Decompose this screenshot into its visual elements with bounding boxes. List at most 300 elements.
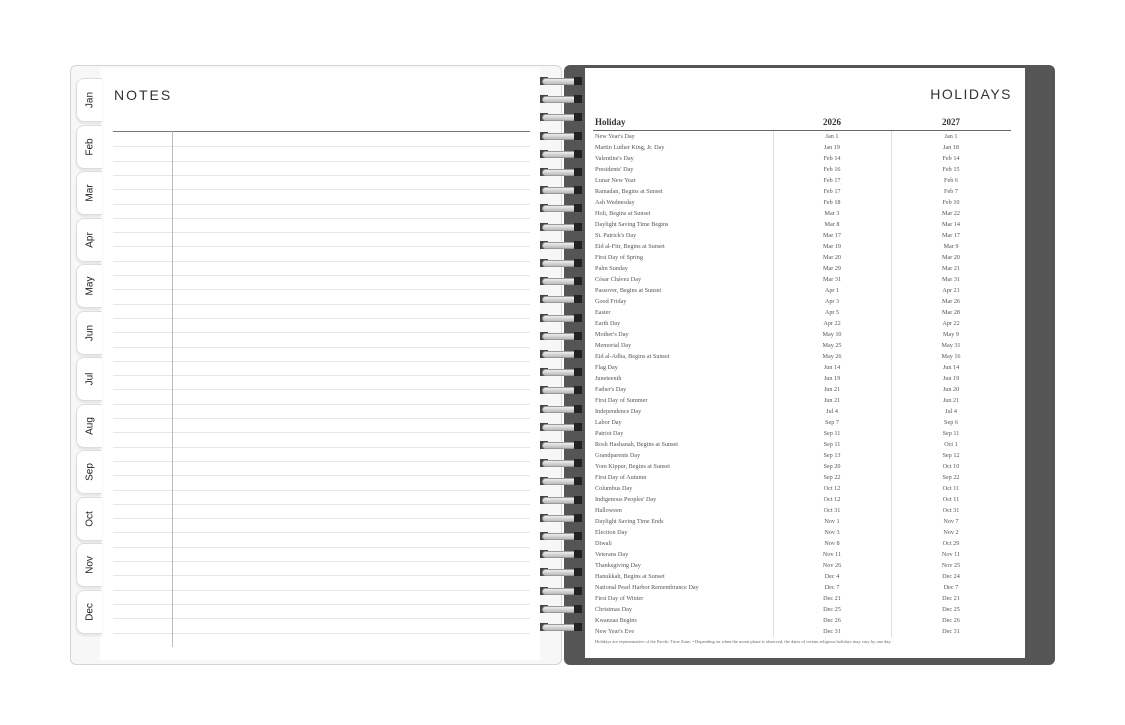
date-2027: Nov 11 (941, 551, 961, 558)
date-2027: Jun 20 (942, 386, 960, 393)
date-2026: Oct 12 (823, 496, 841, 503)
date-2027: Feb 10 (942, 199, 960, 206)
tab-label: Aug (84, 416, 95, 435)
holiday-name: Patriot Day (595, 430, 624, 437)
holiday-name: Easter (595, 309, 611, 316)
date-2026: Jun 21 (823, 386, 841, 393)
table-row (593, 340, 1011, 351)
date-2026: Apr 3 (824, 298, 840, 305)
ruled-line (113, 375, 530, 376)
date-2026: Jan 19 (824, 144, 840, 151)
binding-hole (574, 441, 582, 449)
holiday-name: Eid al-Adha, Begins at Sunset (595, 353, 670, 360)
header-2027: 2027 (942, 117, 960, 127)
ruled-line (113, 475, 530, 476)
table-row (593, 483, 1011, 494)
date-2027: Jun 21 (942, 397, 960, 404)
table-row (593, 560, 1011, 571)
spiral-ring (538, 586, 586, 596)
tab-jul[interactable] (76, 357, 102, 401)
binding-hole (574, 568, 582, 576)
date-2026: Apr 5 (824, 309, 840, 316)
date-2026: Dec 26 (823, 617, 841, 624)
binding-hole (574, 113, 582, 121)
ruled-line (113, 332, 530, 333)
tab-label: Feb (84, 137, 95, 156)
spiral-ring (538, 94, 586, 104)
date-2027: Dec 7 (943, 584, 959, 591)
date-2027: Oct 11 (942, 485, 960, 492)
date-2027: Oct 1 (944, 441, 958, 448)
date-2026: Oct 31 (823, 507, 841, 514)
ruled-line (113, 218, 530, 219)
ruled-line (113, 318, 530, 319)
table-row (593, 615, 1011, 626)
holiday-name: Ramadan, Begins at Sunset (595, 188, 663, 195)
table-row (593, 241, 1011, 252)
table-row (593, 219, 1011, 230)
table-row (593, 593, 1011, 604)
spiral-ring (538, 458, 586, 468)
notes-margin-divider (172, 131, 173, 647)
month-tabs (76, 70, 102, 660)
spiral-ring (538, 149, 586, 159)
tab-sep[interactable] (76, 450, 102, 494)
binding-hole (574, 405, 582, 413)
table-row (593, 494, 1011, 505)
table-row (593, 582, 1011, 593)
date-2026: Apr 1 (824, 287, 840, 294)
tab-label: Apr (84, 231, 95, 248)
date-2026: Sep 22 (823, 474, 841, 481)
ruled-line (113, 618, 530, 619)
date-2026: Sep 11 (823, 441, 841, 448)
spiral-ring (538, 531, 586, 541)
date-2026: Nov 11 (822, 551, 842, 558)
ruled-line (113, 175, 530, 176)
tab-label: May (84, 276, 95, 296)
date-2027: Feb 15 (942, 166, 960, 173)
date-2026: May 10 (822, 331, 842, 338)
binding-hole (574, 168, 582, 176)
date-2027: Mar 14 (941, 221, 961, 228)
date-2027: Mar 22 (941, 210, 961, 217)
ruled-line (113, 347, 530, 348)
binding-hole (574, 241, 582, 249)
date-2026: Mar 3 (824, 210, 840, 217)
holidays-table (593, 117, 1011, 637)
date-2027: Apr 22 (942, 320, 960, 327)
holiday-name: New Year's Day (595, 133, 635, 140)
holiday-name: Labor Day (595, 419, 622, 426)
date-2026: Feb 17 (823, 188, 841, 195)
date-2027: Dec 21 (942, 595, 960, 602)
holiday-name: Diwali (595, 540, 612, 547)
table-row (593, 439, 1011, 450)
holiday-name: Indigenous Peoples' Day (595, 496, 657, 503)
holiday-name: Hanukkah, Begins at Sunset (595, 573, 665, 580)
spiral-ring (538, 495, 586, 505)
date-2027: Nov 25 (941, 562, 961, 569)
holiday-name: Memorial Day (595, 342, 632, 349)
date-2027: May 16 (941, 353, 961, 360)
holidays-page (585, 68, 1025, 658)
date-2027: Feb 14 (942, 155, 960, 162)
date-2027: Dec 24 (942, 573, 960, 580)
spiral-ring (538, 222, 586, 232)
table-row (593, 186, 1011, 197)
date-2027: Oct 29 (942, 540, 960, 547)
date-2026: Feb 18 (823, 199, 841, 206)
date-2027: Feb 6 (944, 177, 958, 184)
date-2026: Feb 16 (823, 166, 841, 173)
holiday-name: Veterans Day (595, 551, 629, 558)
date-2026: Mar 20 (822, 254, 842, 261)
table-row (593, 208, 1011, 219)
table-row (593, 406, 1011, 417)
binding-hole (574, 623, 582, 631)
table-row (593, 296, 1011, 307)
date-2027: Mar 20 (941, 254, 961, 261)
table-row (593, 604, 1011, 615)
date-2027: Apr 21 (942, 287, 960, 294)
header-holiday: Holiday (595, 117, 626, 127)
ruled-line (113, 261, 530, 262)
binding-hole (574, 423, 582, 431)
notes-ruled-lines[interactable] (113, 131, 530, 648)
spiral-binding (538, 76, 588, 646)
binding-hole (574, 550, 582, 558)
spiral-ring (538, 258, 586, 268)
date-2026: Dec 4 (824, 573, 840, 580)
ruled-line (113, 275, 530, 276)
header-2026: 2026 (823, 117, 841, 127)
holiday-name: Palm Sunday (595, 265, 628, 272)
date-2026: Mar 19 (822, 243, 842, 250)
table-row (593, 307, 1011, 318)
holiday-name: First Day of Spring (595, 254, 643, 261)
date-2027: Oct 11 (942, 496, 960, 503)
date-2026: Jan 1 (825, 133, 839, 140)
table-row (593, 285, 1011, 296)
ruled-line (113, 232, 530, 233)
table-row (593, 384, 1011, 395)
date-2027: Dec 26 (942, 617, 960, 624)
spiral-ring (538, 622, 586, 632)
table-row (593, 153, 1011, 164)
date-2026: Jun 21 (823, 397, 841, 404)
tab-aug[interactable] (76, 404, 102, 448)
holiday-name: Father's Day (595, 386, 627, 393)
date-2027: Oct 31 (942, 507, 960, 514)
date-2026: Sep 11 (823, 430, 841, 437)
date-2026: Mar 29 (822, 265, 842, 272)
spiral-ring (538, 367, 586, 377)
spiral-ring (538, 167, 586, 177)
date-2027: Jun 14 (942, 364, 960, 371)
ruled-line (113, 447, 530, 448)
tab-mar[interactable] (76, 171, 102, 215)
binding-hole (574, 532, 582, 540)
date-2026: Mar 31 (822, 276, 842, 283)
ruled-line (113, 189, 530, 190)
ruled-line (113, 289, 530, 290)
table-row (593, 164, 1011, 175)
binding-hole (574, 77, 582, 85)
date-2026: May 25 (822, 342, 842, 349)
table-row (593, 516, 1011, 527)
spiral-ring (538, 294, 586, 304)
date-2027: Sep 12 (942, 452, 960, 459)
binding-hole (574, 150, 582, 158)
holiday-name: Lunar New Year (595, 177, 636, 184)
ruled-line (113, 461, 530, 462)
date-2027: Nov 2 (943, 529, 959, 536)
holiday-name: Juneteenth (595, 375, 622, 382)
tab-nov[interactable] (76, 543, 102, 587)
binding-hole (574, 132, 582, 140)
spiral-ring (538, 276, 586, 286)
holiday-name: Mother's Day (595, 331, 629, 338)
holiday-name: Martin Luther King, Jr. Day (595, 144, 665, 151)
tab-label: Mar (84, 184, 95, 202)
spiral-ring (538, 112, 586, 122)
date-2027: Sep 6 (944, 419, 958, 426)
holiday-name: Christmas Day (595, 606, 632, 613)
spiral-ring (538, 604, 586, 614)
ruled-line (113, 532, 530, 533)
holiday-name: National Pearl Harbor Remembrance Day (595, 584, 699, 591)
binding-hole (574, 350, 582, 358)
holiday-name: Daylight Saving Time Begins (595, 221, 669, 228)
ruled-line (113, 389, 530, 390)
spiral-ring (538, 185, 586, 195)
table-header (593, 117, 1011, 131)
ruled-line (113, 204, 530, 205)
tab-oct[interactable] (76, 497, 102, 541)
ruled-line (113, 490, 530, 491)
tab-label: Jul (84, 372, 95, 386)
table-row (593, 274, 1011, 285)
table-row (593, 230, 1011, 241)
holiday-name: Passover, Begins at Sunset (595, 287, 662, 294)
holiday-name: César Chávez Day (595, 276, 642, 283)
date-2027: Dec 31 (942, 628, 960, 635)
tab-jan[interactable] (76, 78, 102, 122)
holiday-name: Rosh Hashanah, Begins at Sunset (595, 441, 679, 448)
ruled-line (113, 604, 530, 605)
holiday-name: Yom Kippur, Begins at Sunset (595, 463, 670, 470)
ruled-line (113, 547, 530, 548)
tab-may[interactable] (76, 264, 102, 308)
date-2027: Jun 19 (942, 375, 960, 382)
holiday-name: Halloween (595, 507, 622, 514)
tab-jun[interactable] (76, 311, 102, 355)
date-2026: Mar 17 (822, 232, 842, 239)
table-row (593, 626, 1011, 637)
tab-label: Jan (84, 91, 95, 109)
ruled-line (113, 361, 530, 362)
date-2026: Dec 25 (823, 606, 841, 613)
binding-hole (574, 587, 582, 595)
table-row (593, 329, 1011, 340)
table-row (593, 472, 1011, 483)
spiral-ring (538, 349, 586, 359)
binding-hole (574, 386, 582, 394)
date-2027: Sep 11 (942, 430, 960, 437)
date-2026: May 26 (822, 353, 842, 360)
holiday-name: Presidents' Day (595, 166, 634, 173)
notes-page (100, 68, 540, 660)
holiday-name: Holi, Begins at Sunset (595, 210, 651, 217)
holiday-name: Election Day (595, 529, 628, 536)
table-row (593, 373, 1011, 384)
ruled-line (113, 246, 530, 247)
date-2027: Sep 22 (942, 474, 960, 481)
ruled-line (113, 146, 530, 147)
holiday-name: First Day of Autumn (595, 474, 647, 481)
spiral-ring (538, 203, 586, 213)
binding-hole (574, 477, 582, 485)
date-2026: Jun 19 (823, 375, 841, 382)
tab-feb[interactable] (76, 125, 102, 169)
binding-hole (574, 605, 582, 613)
table-row (593, 505, 1011, 516)
date-2027: Mar 9 (943, 243, 959, 250)
date-2026: Jul 4 (826, 408, 838, 415)
date-2026: Dec 21 (823, 595, 841, 602)
tab-label: Dec (84, 602, 95, 621)
date-2026: Dec 31 (823, 628, 841, 635)
ruled-line (113, 304, 530, 305)
table-row (593, 351, 1011, 362)
holiday-name: Daylight Saving Time Ends (595, 518, 664, 525)
date-2027: Mar 31 (941, 276, 961, 283)
ruled-line (113, 590, 530, 591)
holiday-name: Flag Day (595, 364, 618, 371)
spiral-ring (538, 131, 586, 141)
date-2026: Sep 7 (825, 419, 839, 426)
binding-hole (574, 95, 582, 103)
holiday-name: First Day of Winter (595, 595, 644, 602)
holiday-name: Ash Wednesday (595, 199, 635, 206)
binding-hole (574, 204, 582, 212)
binding-hole (574, 459, 582, 467)
date-2026: Feb 14 (823, 155, 841, 162)
holiday-name: New Year's Eve (595, 628, 635, 635)
holiday-name: Grandparents Day (595, 452, 641, 459)
holiday-name: Columbus Day (595, 485, 633, 492)
date-2027: May 31 (941, 342, 961, 349)
holiday-name: First Day of Summer (595, 397, 648, 404)
tab-label: Jun (84, 324, 95, 341)
spiral-ring (538, 313, 586, 323)
date-2026: Nov 26 (822, 562, 842, 569)
binding-hole (574, 496, 582, 504)
date-2027: Mar 28 (941, 309, 961, 316)
holiday-name: St. Patrick's Day (595, 232, 637, 239)
ruled-line (113, 633, 530, 634)
holiday-name: Eid al-Fitr, Begins at Sunset (595, 243, 665, 250)
spiral-ring (538, 404, 586, 414)
table-row (593, 450, 1011, 461)
date-2027: Nov 7 (943, 518, 959, 525)
binding-hole (574, 186, 582, 194)
date-2026: Mar 8 (824, 221, 840, 228)
ruled-line (113, 561, 530, 562)
spiral-ring (538, 567, 586, 577)
table-row (593, 263, 1011, 274)
table-row (593, 417, 1011, 428)
ruled-line (113, 161, 530, 162)
date-2026: Feb 17 (823, 177, 841, 184)
holiday-name: Independence Day (595, 408, 642, 415)
spiral-ring (538, 513, 586, 523)
tab-apr[interactable] (76, 218, 102, 262)
holiday-name: Valentine's Day (595, 155, 634, 162)
date-2026: Nov 3 (824, 529, 840, 536)
binding-hole (574, 368, 582, 376)
table-row (593, 131, 1011, 142)
tab-dec[interactable] (76, 590, 102, 634)
notes-title: NOTES (114, 87, 173, 103)
binding-hole (574, 259, 582, 267)
date-2026: Nov 8 (824, 540, 840, 547)
tab-label: Oct (84, 510, 95, 527)
date-2027: Mar 26 (941, 298, 961, 305)
date-2026: Apr 22 (823, 320, 841, 327)
table-row (593, 318, 1011, 329)
ruled-line (113, 404, 530, 405)
ruled-line (113, 504, 530, 505)
ruled-line (113, 518, 530, 519)
binding-hole (574, 314, 582, 322)
table-row (593, 538, 1011, 549)
spiral-ring (538, 549, 586, 559)
table-row (593, 197, 1011, 208)
date-2026: Sep 13 (823, 452, 841, 459)
tab-label: Nov (84, 556, 95, 574)
table-row (593, 461, 1011, 472)
table-row (593, 142, 1011, 153)
table-row (593, 175, 1011, 186)
spiral-ring (538, 331, 586, 341)
table-row (593, 252, 1011, 263)
holidays-title: HOLIDAYS (930, 86, 1012, 102)
date-2027: Oct 10 (942, 463, 960, 470)
tab-label: Sep (84, 463, 95, 481)
ruled-line (113, 418, 530, 419)
table-row (593, 549, 1011, 560)
spiral-ring (538, 240, 586, 250)
date-2027: Mar 21 (941, 265, 961, 272)
date-2027: Jan 1 (944, 133, 958, 140)
binding-hole (574, 332, 582, 340)
date-2027: Dec 25 (942, 606, 960, 613)
ruled-line (113, 432, 530, 433)
date-2026: Sep 20 (823, 463, 841, 470)
table-row (593, 527, 1011, 538)
spiral-ring (538, 440, 586, 450)
date-2026: Oct 12 (823, 485, 841, 492)
table-row (593, 362, 1011, 373)
binding-hole (574, 514, 582, 522)
footnote: Holidays are representative of the Pacific Time Zone. • Depending on when the moon phase is observed, the dates of certain religious holidays may vary by one day. (595, 639, 892, 644)
binding-hole (574, 277, 582, 285)
date-2027: Mar 17 (941, 232, 961, 239)
table-row (593, 428, 1011, 439)
holiday-name: Kwanzaa Begins (595, 617, 637, 624)
